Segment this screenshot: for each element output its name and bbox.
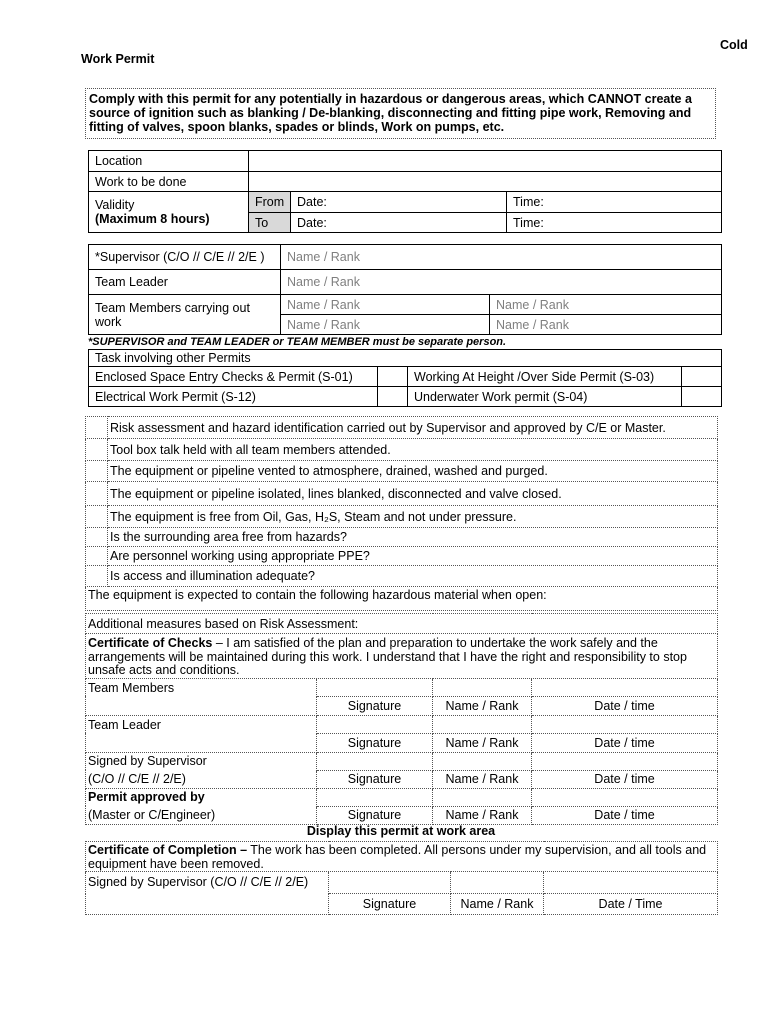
certificate-of-checks [86, 634, 718, 679]
from-time[interactable]: Time: [507, 192, 722, 213]
signature-caption: Signature [317, 770, 433, 788]
checklist-item: The equipment or pipeline vented to atmosphere, drained, washed and purged. [108, 461, 718, 482]
validity-note: (Maximum 8 hours) [95, 212, 210, 226]
signature-caption: Signature [317, 733, 433, 752]
certificate-checks-text: – I am satisfied of the plan and preparation to undertake the work safely and the arrangements will be maintained during this work. I understand that I have the right and responsibility to stop unsafe acts and conditions. [88, 636, 687, 677]
permit-item: Working At Height /Over Side Permit (S-03) [408, 367, 682, 387]
completion-signed-label: Signed by Supervisor (C/O // C/E // 2/E) [86, 872, 329, 915]
permit-approved-label: Permit approved by [86, 788, 317, 806]
team-leader-name-field[interactable]: Name / Rank [281, 270, 722, 295]
intro-statement: Comply with this permit for any potentially in hazardous or dangerous areas, which CANNOT create a source of ignition such as blanking / De-blanking, disconnecting and fitting pipe work, Removing and fitting of valves, spoon blanks, spades or blinds, Work on pumps, etc. [85, 88, 716, 139]
completion-table [85, 841, 718, 915]
permit-checkbox[interactable] [378, 367, 408, 387]
page-title: Work Permit [81, 52, 155, 66]
work-to-be-done-label: Work to be done [89, 172, 249, 192]
from-label: From [249, 192, 291, 213]
work-to-be-done-field[interactable] [249, 172, 722, 192]
from-date[interactable]: Date: [291, 192, 507, 213]
checklist-table [85, 416, 718, 611]
checklist-checkbox[interactable] [86, 482, 108, 506]
name-rank-field[interactable] [433, 752, 532, 770]
checklist-checkbox[interactable] [86, 528, 108, 547]
checklist-item: Tool box talk held with all team members attended. [108, 439, 718, 461]
team-member-name-field[interactable]: Name / Rank [490, 295, 722, 315]
name-rank-field[interactable] [451, 872, 544, 894]
name-rank-caption: Name / Rank [433, 770, 532, 788]
to-label: To [249, 213, 291, 233]
date-time-field[interactable] [532, 788, 718, 806]
signoff-table [85, 613, 718, 825]
date-time-field[interactable] [532, 752, 718, 770]
date-time-caption: Date / time [532, 696, 718, 715]
checklist-checkbox[interactable] [86, 461, 108, 482]
approver-ranks-label: (Master or C/Engineer) [86, 806, 317, 824]
date-time-caption: Date / time [532, 733, 718, 752]
signature-caption: Signature [317, 696, 433, 715]
location-label: Location [89, 151, 249, 172]
checklist-checkbox[interactable] [86, 506, 108, 528]
completion-title: Certificate of Completion – [88, 843, 248, 857]
certificate-of-completion [86, 842, 718, 872]
date-time-caption: Date / time [532, 806, 718, 824]
checklist-item: The equipment or pipeline isolated, lines blanked, disconnected and valve closed. [108, 482, 718, 506]
checklist-item: Risk assessment and hazard identification carried out by Supervisor and approved by C/E or Master. [108, 417, 718, 439]
team-leader-label: Team Leader [89, 270, 281, 295]
additional-measures-field[interactable]: Additional measures based on Risk Assessment: [86, 614, 718, 634]
checklist-checkbox[interactable] [86, 439, 108, 461]
completion-text: The work has been completed. All persons under my supervision, and all tools and equipment have been removed. [88, 843, 707, 871]
certificate-checks-title: Certificate of Checks [88, 636, 213, 650]
signed-supervisor-label: Signed by Supervisor [86, 752, 317, 770]
permit-checkbox[interactable] [682, 367, 722, 387]
team-leader-signoff-label: Team Leader [86, 715, 317, 752]
checklist-checkbox[interactable] [86, 417, 108, 439]
signature-field[interactable] [317, 752, 433, 770]
date-time-field[interactable] [544, 872, 718, 894]
team-member-name-field[interactable]: Name / Rank [490, 315, 722, 335]
signature-caption: Signature [329, 894, 451, 915]
checklist-item: Is the surrounding area free from hazards? [108, 528, 718, 547]
checklist-checkbox[interactable] [86, 566, 108, 587]
validity-text: Validity [95, 198, 135, 212]
name-rank-caption: Name / Rank [433, 696, 532, 715]
permits-table [88, 349, 722, 407]
display-permit-note: Display this permit at work area [306, 824, 496, 838]
date-time-caption: Date / Time [544, 894, 718, 915]
signature-field[interactable] [329, 872, 451, 894]
checklist-item: The equipment is free from Oil, Gas, H₂S, Steam and not under pressure. [108, 506, 718, 528]
signature-field[interactable] [317, 788, 433, 806]
location-table [88, 150, 722, 233]
signature-field[interactable] [317, 715, 433, 733]
name-rank-field[interactable] [433, 788, 532, 806]
team-members-label: Team Members carrying out work [89, 295, 281, 335]
date-time-field[interactable] [532, 715, 718, 733]
supervisor-label: *Supervisor (C/O // C/E // 2/E ) [89, 245, 281, 270]
name-rank-caption: Name / Rank [433, 806, 532, 824]
permit-item: Electrical Work Permit (S-12) [89, 387, 378, 407]
permit-item: Enclosed Space Entry Checks & Permit (S-01) [89, 367, 378, 387]
signature-field[interactable] [317, 678, 433, 696]
signature-caption: Signature [317, 806, 433, 824]
permit-checkbox[interactable] [378, 387, 408, 407]
name-rank-caption: Name / Rank [433, 733, 532, 752]
date-time-field[interactable] [532, 678, 718, 696]
name-rank-caption: Name / Rank [451, 894, 544, 915]
name-rank-field[interactable] [433, 715, 532, 733]
checklist-item: Are personnel working using appropriate PPE? [108, 547, 718, 566]
team-members-signoff-label: Team Members [86, 678, 317, 715]
checklist-item: Is access and illumination adequate? [108, 566, 718, 587]
supervisor-ranks-label: (C/O // C/E // 2/E) [86, 770, 317, 788]
permit-item: Underwater Work permit (S-04) [408, 387, 682, 407]
to-time[interactable]: Time: [507, 213, 722, 233]
name-rank-field[interactable] [433, 678, 532, 696]
hazardous-material-field[interactable]: The equipment is expected to contain the following hazardous material when open: [86, 587, 718, 611]
supervisor-name-field[interactable]: Name / Rank [281, 245, 722, 270]
separate-person-note: *SUPERVISOR and TEAM LEADER or TEAM MEMBER must be separate person. [88, 336, 507, 348]
permits-heading: Task involving other Permits [89, 350, 722, 367]
personnel-table [88, 244, 722, 335]
team-member-name-field[interactable]: Name / Rank [281, 295, 490, 315]
date-time-caption: Date / time [532, 770, 718, 788]
validity-label [89, 192, 249, 233]
to-date[interactable]: Date: [291, 213, 507, 233]
location-field[interactable] [249, 151, 722, 172]
permit-checkbox[interactable] [682, 387, 722, 407]
cold-label: Cold [720, 38, 748, 52]
team-member-name-field[interactable]: Name / Rank [281, 315, 490, 335]
checklist-checkbox[interactable] [86, 547, 108, 566]
